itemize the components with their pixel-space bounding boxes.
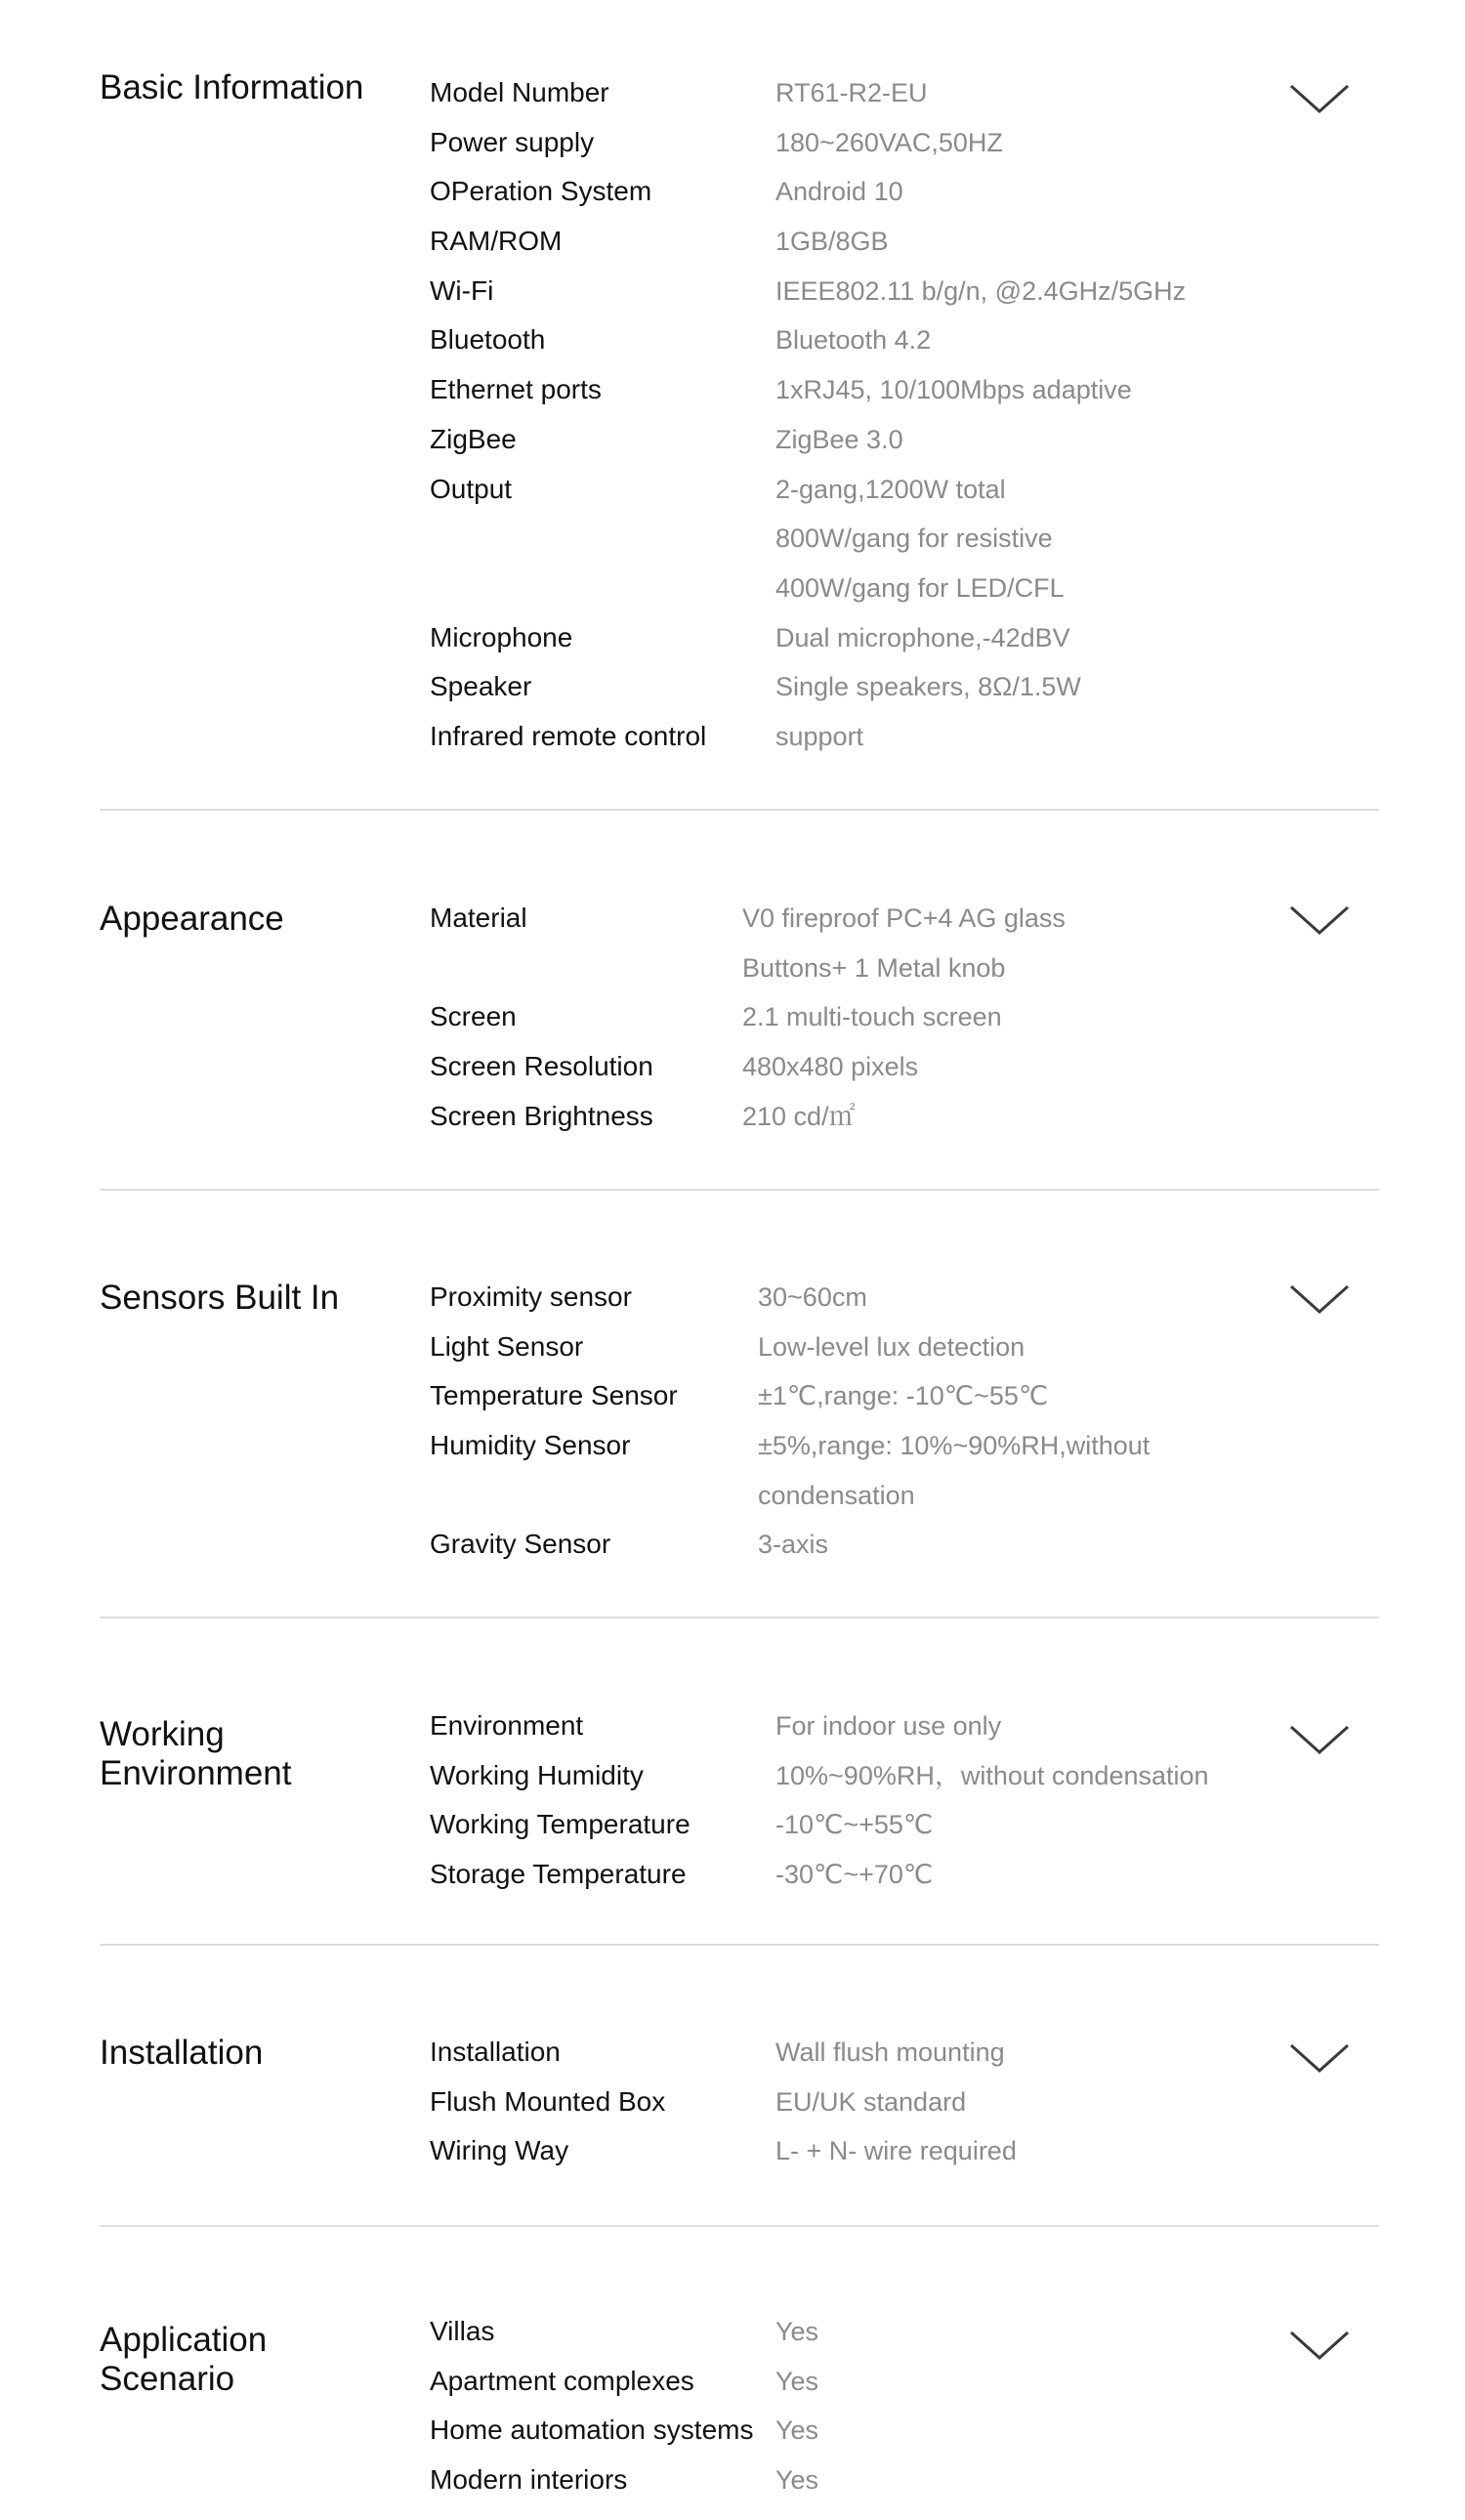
spec-row bbox=[430, 118, 1377, 168]
spec-value bbox=[775, 2126, 1017, 2176]
spec-label: RAM/ROM bbox=[430, 226, 563, 257]
chevron-down-icon[interactable] bbox=[1289, 1282, 1350, 1318]
spec-value-line: -30℃~+70℃ bbox=[775, 1860, 934, 1890]
section-title bbox=[100, 1715, 412, 1793]
spec-label: Bluetooth bbox=[430, 324, 546, 356]
section-divider bbox=[100, 1944, 1379, 1946]
spec-row bbox=[430, 365, 1377, 415]
spec-value bbox=[775, 1850, 933, 1900]
spec-row bbox=[430, 415, 1377, 465]
spec-row bbox=[430, 1371, 1377, 1421]
spec-value-line: 30~60cm bbox=[758, 1282, 867, 1312]
spec-value bbox=[742, 992, 1002, 1042]
spec-label: Screen bbox=[430, 1001, 517, 1032]
spec-label: Proximity sensor bbox=[430, 1281, 632, 1312]
spec-label: Screen Resolution bbox=[430, 1051, 653, 1082]
spec-row bbox=[430, 167, 1377, 217]
spec-value-line: 1xRJ45, 10/100Mbps adaptive bbox=[775, 375, 1132, 405]
spec-label: Gravity Sensor bbox=[430, 1529, 611, 1560]
spec-row bbox=[430, 2078, 1377, 2127]
spec-row bbox=[430, 1751, 1377, 1801]
spec-label: Temperature Sensor bbox=[430, 1380, 678, 1411]
spec-value-line: 10%~90%RH，without condensation bbox=[775, 1760, 1209, 1790]
spec-value bbox=[775, 68, 928, 118]
spec-value bbox=[775, 2456, 818, 2505]
section-title-line: Sensors Built In bbox=[100, 1279, 340, 1317]
spec-label: Power supply bbox=[430, 126, 595, 157]
spec-label: Humidity Sensor bbox=[430, 1430, 631, 1461]
spec-value bbox=[775, 118, 1003, 168]
section-divider bbox=[100, 809, 1379, 811]
spec-row bbox=[430, 1421, 1377, 1520]
spec-label: Material bbox=[430, 903, 527, 933]
spec-label: Wiring Way bbox=[430, 2135, 569, 2166]
section-title bbox=[100, 2321, 412, 2399]
spec-value-line: 180~260VAC,50HZ bbox=[775, 127, 1003, 157]
spec-label: OPeration System bbox=[430, 176, 652, 207]
spec-label: Apartment complexes bbox=[430, 2365, 694, 2396]
spec-value bbox=[775, 2307, 818, 2357]
spec-row bbox=[430, 2357, 1377, 2407]
spec-label: Ethernet ports bbox=[430, 374, 602, 405]
spec-value-line: Dual microphone,-42dBV bbox=[775, 622, 1070, 652]
spec-value bbox=[742, 1042, 918, 1092]
spec-value bbox=[775, 613, 1070, 663]
spec-value bbox=[775, 1701, 1001, 1751]
spec-label: Wi-Fi bbox=[430, 274, 494, 306]
spec-value-line: ZigBee 3.0 bbox=[775, 424, 903, 454]
spec-value bbox=[775, 217, 889, 267]
spec-value-line: Yes bbox=[775, 2317, 819, 2346]
spec-value bbox=[742, 894, 1066, 992]
spec-value-line: 3-axis bbox=[758, 1530, 829, 1560]
spec-value-line: 800W/gang for resistive bbox=[775, 524, 1053, 554]
spec-value-line: Wall flush mounting bbox=[775, 2037, 1005, 2067]
section-divider bbox=[100, 1189, 1379, 1191]
spec-value bbox=[775, 1800, 933, 1850]
spec-row bbox=[430, 992, 1377, 1042]
spec-value bbox=[775, 315, 931, 365]
spec-value bbox=[742, 1092, 856, 1142]
spec-value bbox=[775, 365, 1132, 415]
spec-value-line: IEEE802.11 b/g/n, @2.4GHz/5GHz bbox=[775, 275, 1187, 306]
spec-value bbox=[758, 1520, 828, 1570]
spec-row bbox=[430, 217, 1377, 267]
chevron-down-icon[interactable] bbox=[1289, 1723, 1350, 1758]
spec-row bbox=[430, 1042, 1377, 1092]
spec-value-line: 400W/gang for LED/CFL bbox=[775, 572, 1065, 603]
spec-value bbox=[775, 2078, 966, 2127]
spec-value bbox=[775, 267, 1186, 316]
spec-value bbox=[758, 1323, 1025, 1372]
section-title bbox=[100, 2034, 412, 2073]
section-title-line: Environment bbox=[100, 1754, 292, 1792]
section-title bbox=[100, 68, 412, 107]
spec-value-line: Buttons+ 1 Metal knob bbox=[742, 952, 1006, 983]
section-divider bbox=[100, 2225, 1379, 2227]
spec-label: Environment bbox=[430, 1710, 584, 1741]
spec-rows bbox=[430, 68, 1377, 762]
spec-value-line: 2.1 multi-touch screen bbox=[742, 1002, 1002, 1032]
spec-value-line: 210 cd/㎡ bbox=[742, 1101, 856, 1131]
spec-row bbox=[430, 1701, 1377, 1751]
spec-value bbox=[775, 167, 903, 217]
spec-value-line: For indoor use only bbox=[775, 1711, 1002, 1741]
spec-row bbox=[430, 1520, 1377, 1570]
spec-value-line: EU/UK standard bbox=[775, 2086, 967, 2117]
spec-label: Storage Temperature bbox=[430, 1859, 687, 1890]
section-title-line: Scenario bbox=[100, 2360, 235, 2398]
spec-value bbox=[775, 465, 1065, 613]
spec-rows bbox=[430, 2307, 1377, 2505]
spec-label: Model Number bbox=[430, 77, 609, 107]
spec-label: Working Temperature bbox=[430, 1809, 691, 1840]
section-title-line: Installation bbox=[100, 2034, 264, 2072]
spec-label: Modern interiors bbox=[430, 2464, 628, 2496]
section-title-line: Basic Information bbox=[100, 68, 364, 106]
spec-value-line: Android 10 bbox=[775, 177, 903, 207]
spec-rows bbox=[430, 2028, 1377, 2176]
spec-value bbox=[775, 1751, 1209, 1801]
spec-row bbox=[430, 68, 1377, 118]
spec-row bbox=[430, 2307, 1377, 2357]
spec-value-line: RT61-R2-EU bbox=[775, 78, 928, 107]
spec-row bbox=[430, 2406, 1377, 2456]
spec-value-line: support bbox=[775, 721, 864, 751]
spec-label: Infrared remote control bbox=[430, 720, 707, 751]
spec-value-line: 2-gang,1200W total bbox=[775, 474, 1006, 504]
spec-value-line: Bluetooth 4.2 bbox=[775, 325, 932, 356]
spec-value-line: Yes bbox=[775, 2465, 819, 2496]
spec-label: Screen Brightness bbox=[430, 1100, 653, 1131]
spec-value bbox=[775, 712, 863, 762]
spec-value-line: condensation bbox=[758, 1480, 915, 1510]
spec-row bbox=[430, 662, 1377, 712]
chevron-down-icon[interactable] bbox=[1289, 2329, 1350, 2364]
spec-label: ZigBee bbox=[430, 423, 517, 454]
spec-value bbox=[758, 1371, 1048, 1421]
spec-label: Flush Mounted Box bbox=[430, 2085, 666, 2117]
spec-row bbox=[430, 1092, 1377, 1142]
spec-label: Villas bbox=[430, 2316, 495, 2346]
spec-label: Speaker bbox=[430, 671, 532, 702]
section-title-line: Application bbox=[100, 2321, 268, 2359]
spec-rows bbox=[430, 1701, 1377, 1900]
spec-value-line: 1GB/8GB bbox=[775, 227, 889, 257]
spec-value-line: L- + N- wire required bbox=[775, 2136, 1017, 2166]
spec-value bbox=[775, 2357, 818, 2407]
spec-row bbox=[430, 894, 1377, 992]
spec-label: Working Humidity bbox=[430, 1759, 644, 1790]
spec-label: Light Sensor bbox=[430, 1330, 584, 1362]
spec-value-line: Yes bbox=[775, 2415, 819, 2446]
section-title bbox=[100, 1279, 412, 1318]
spec-row bbox=[430, 1273, 1377, 1323]
spec-row bbox=[430, 1850, 1377, 1900]
spec-row bbox=[430, 613, 1377, 663]
spec-row bbox=[430, 2028, 1377, 2078]
spec-label: Output bbox=[430, 473, 513, 504]
spec-label: Home automation systems bbox=[430, 2415, 754, 2446]
spec-rows bbox=[430, 894, 1377, 1141]
spec-row bbox=[430, 2456, 1377, 2505]
spec-value-line: ±5%,range: 10%~90%RH,without bbox=[758, 1431, 1151, 1461]
spec-value-line: V0 fireproof PC+4 AG glass bbox=[742, 903, 1066, 933]
section-title-line: Appearance bbox=[100, 900, 284, 938]
spec-rows bbox=[430, 1273, 1377, 1570]
spec-row bbox=[430, 465, 1377, 613]
spec-value-line: Yes bbox=[775, 2366, 819, 2396]
spec-value-line: -10℃~+55℃ bbox=[775, 1810, 934, 1840]
section-title-line: Working bbox=[100, 1715, 225, 1753]
spec-value-line: Single speakers, 8Ω/1.5W bbox=[775, 672, 1081, 702]
chevron-down-icon[interactable] bbox=[1289, 82, 1350, 117]
spec-value bbox=[775, 2406, 818, 2456]
spec-value bbox=[758, 1273, 867, 1323]
spec-label: Microphone bbox=[430, 621, 573, 652]
spec-value bbox=[775, 662, 1081, 712]
chevron-down-icon[interactable] bbox=[1289, 2041, 1350, 2077]
spec-value bbox=[775, 2028, 1005, 2078]
section-divider bbox=[100, 1617, 1379, 1618]
chevron-down-icon[interactable] bbox=[1289, 903, 1350, 939]
spec-row bbox=[430, 1800, 1377, 1850]
spec-label: Installation bbox=[430, 2037, 561, 2067]
spec-value-line: ±1℃,range: -10℃~55℃ bbox=[758, 1381, 1049, 1411]
spec-row bbox=[430, 2126, 1377, 2176]
spec-row bbox=[430, 315, 1377, 365]
section-title bbox=[100, 900, 412, 939]
spec-row bbox=[430, 712, 1377, 762]
spec-row bbox=[430, 1323, 1377, 1372]
spec-value bbox=[775, 415, 903, 465]
spec-row bbox=[430, 267, 1377, 316]
spec-value-line: Low-level lux detection bbox=[758, 1331, 1026, 1362]
spec-value bbox=[758, 1421, 1150, 1520]
spec-value-line: 480x480 pixels bbox=[742, 1052, 919, 1082]
